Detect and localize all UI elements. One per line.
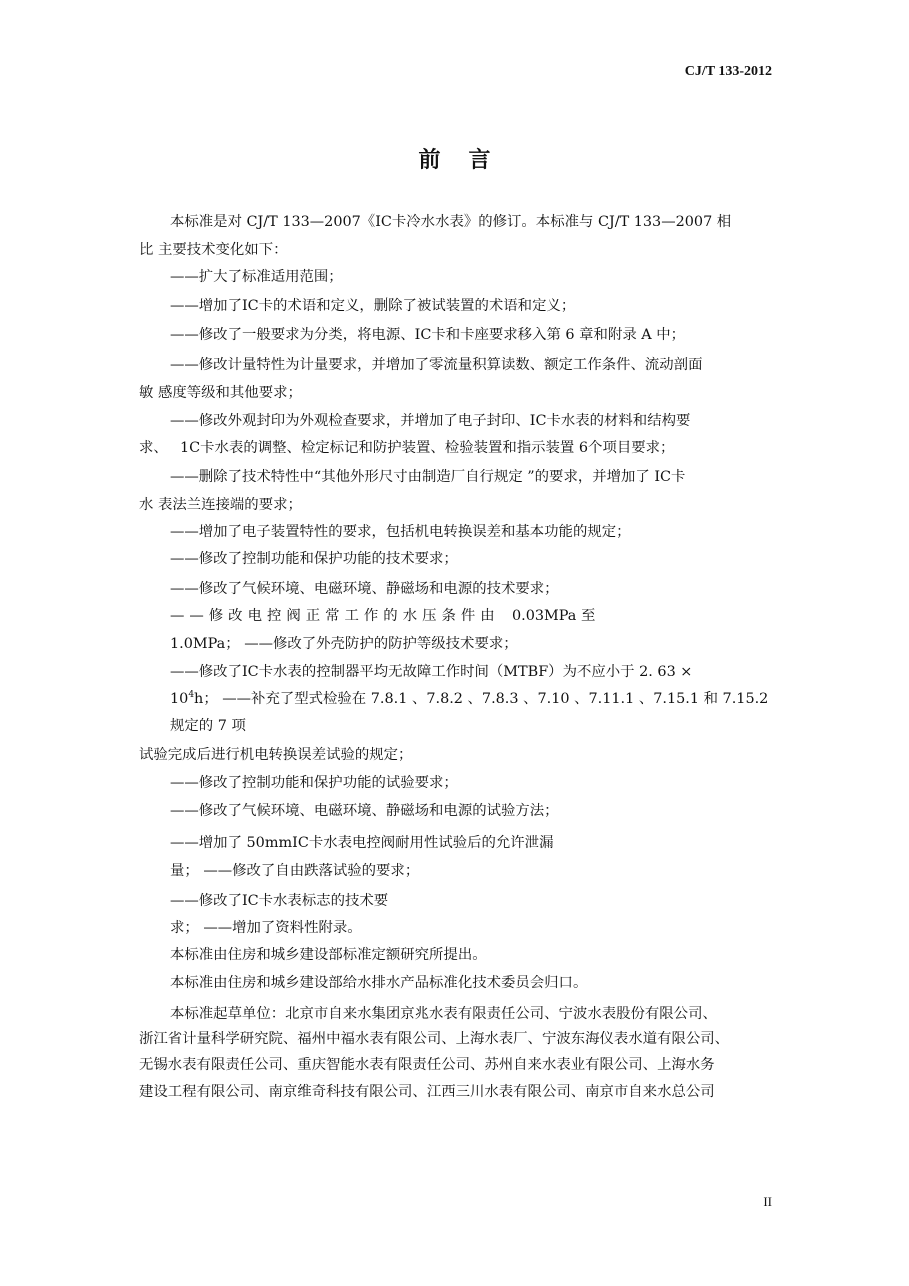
standard-code: CJ/T 133-2012 <box>684 64 772 79</box>
body-line: 本标准由住房和城乡建设部给水排水产品标准化技术委员会归口。 <box>170 975 588 991</box>
body-line: 本标准起草单位：北京市自来水集团京兆水表有限责任公司、宁波水表股份有限公司、 <box>170 1006 717 1022</box>
body-line: 本标准是对 CJ/T 133—2007《IC卡冷水水表》的修订。本标准与 CJ/T 133—2007 相 <box>170 214 732 230</box>
body-line: ——增加了 50mmIC卡水表电控阀耐用性试验后的允许泄漏 <box>170 835 554 851</box>
body-line: ——增加了电子装置特性的要求，包括机电转换误差和基本功能的规定； <box>170 524 631 540</box>
body-line: 浙江省计量科学研究院、福州中福水表有限公司、上海水表厂、宁波东海仪表水道有限公司、 <box>139 1031 730 1047</box>
body-line: ——扩大了标准适用范围； <box>170 269 343 285</box>
body-line: ——修改电控阀正常工作的水压条件由 0.03MPa 至 <box>170 608 596 624</box>
body-line: 量； ——修改了自由跌落试验的要求； <box>170 863 420 879</box>
body-line: ——修改了气候环境、电磁环境、静磁场和电源的试验方法； <box>170 803 559 819</box>
body-line: $10^4h$； ——补充了型式检验在 7.8.1 、7.8.2 、7.8.3 、7.10 、7.11.1 、7.15.1 和 7.15.2 <box>170 690 769 707</box>
page-title: 前言 <box>418 147 519 173</box>
body-line: ——修改了控制功能和保护功能的技术要求； <box>170 551 458 567</box>
body-line: ——修改了气候环境、电磁环境、静磁场和电源的技术要求； <box>170 581 559 597</box>
body-line: ——删除了技术特性中“其他外形尺寸由制造厂自行规定 ”的要求，并增加了 IC卡 <box>170 469 686 485</box>
page-number: II <box>763 1194 772 1209</box>
body-line: 敏 感度等级和其他要求； <box>139 385 302 401</box>
body-line: ——增加了IC卡的术语和定义，删除了被试装置的术语和定义； <box>170 298 576 314</box>
body-line: 水 表法兰连接端的要求； <box>139 497 302 513</box>
body-line: 求； ——增加了资料性附录。 <box>170 920 362 936</box>
body-line: ——修改外观封印为外观检查要求，并增加了电子封印、IC卡水表的材料和结构要 <box>170 413 691 429</box>
body-line: 规定的 7 项 <box>170 718 246 734</box>
body-line: 比 主要技术变化如下： <box>139 242 288 258</box>
body-line: 建设工程有限公司、南京维奇科技有限公司、江西三川水表有限公司、南京市自来水总公司 <box>139 1084 715 1100</box>
body-line: 无锡水表有限责任公司、重庆智能水表有限责任公司、苏州自来水表业有限公司、上海水务 <box>139 1057 715 1073</box>
body-line: ——修改了一般要求为分类，将电源、IC卡和卡座要求移入第 6 章和附录 A 中； <box>170 327 686 343</box>
body-line: ——修改计量特性为计量要求，并增加了零流量积算读数、额定工作条件、流动剖面 <box>170 357 703 373</box>
body-line: 1.0MPa； ——修改了外壳防护的防护等级技术要求； <box>170 636 518 652</box>
body-line: ——修改了IC卡水表的控制器平均无故障工作时间（MTBF）为不应小于 2. 63 × <box>170 664 693 680</box>
body-line: 本标准由住房和城乡建设部标准定额研究所提出。 <box>170 947 487 963</box>
body-line: ——修改了IC卡水表标志的技术要 <box>170 893 389 909</box>
body-line: 求、 1C卡水表的调整、检定标记和防护装置、检验装置和指示装置 6个项目要求； <box>139 440 675 456</box>
body-line: ——修改了控制功能和保护功能的试验要求； <box>170 775 458 791</box>
body-line: 试验完成后进行机电转换误差试验的规定； <box>139 747 413 763</box>
